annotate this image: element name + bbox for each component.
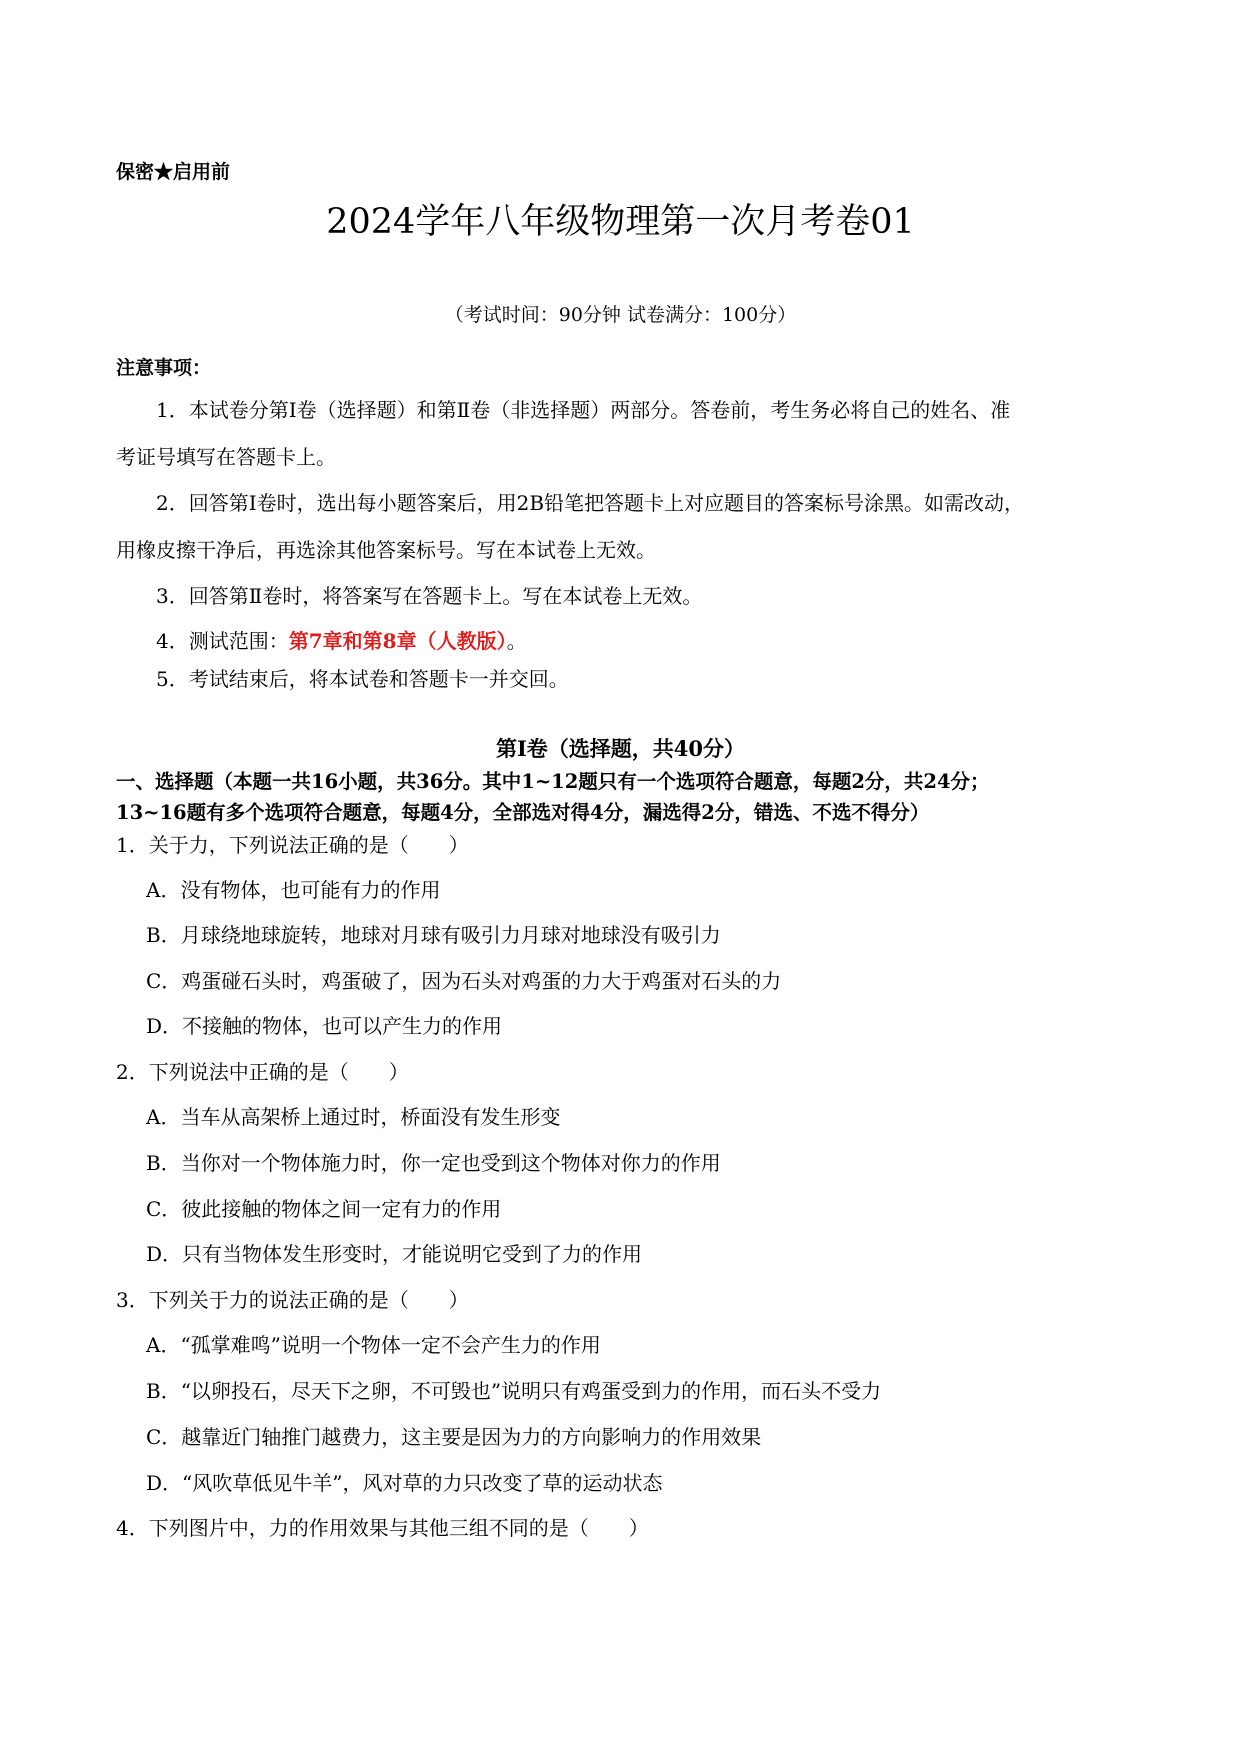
question-1-stem: 1．关于力，下列说法正确的是（ ） xyxy=(116,833,469,857)
question-2-stem: 2．下列说法中正确的是（ ） xyxy=(116,1060,409,1084)
question-3-stem: 3．下列关于力的说法正确的是（ ） xyxy=(116,1288,469,1312)
question-2-option-d: D．只有当物体发生形变时，才能说明它受到了力的作用 xyxy=(146,1242,643,1266)
question-1-option-b: B．月球绕地球旋转，地球对月球有吸引力月球对地球没有吸引力 xyxy=(146,923,721,947)
question-3-option-d: D．“风吹草低见牛羊”，风对草的力只改变了草的运动状态 xyxy=(146,1471,663,1495)
question-2-option-a: A．当车从高架桥上通过时，桥面没有发生形变 xyxy=(146,1105,561,1129)
section-instructions-line-2: 13~16题有多个选项符合题意，每题4分，全部选对得4分，漏选得2分，错选、不选不得分） xyxy=(116,801,930,824)
question-1-option-d: D．不接触的物体，也可以产生力的作用 xyxy=(146,1014,503,1038)
confidential-mark: 保密★启用前 xyxy=(116,161,231,183)
exam-meta: （考试时间：90分钟 试卷满分：100分） xyxy=(444,304,797,326)
notice-item-5: 5．考试结束后，将本试卷和答题卡一并交回。 xyxy=(156,667,569,691)
notice-item-4-prefix: 4．测试范围： xyxy=(156,629,289,653)
notice-item-2-line-1: 2．回答第Ⅰ卷时，选出每小题答案后，用2B铅笔把答题卡上对应题目的答案标号涂黑。如需改动， xyxy=(156,491,1025,515)
question-2-option-c: C．彼此接触的物体之间一定有力的作用 xyxy=(146,1197,502,1221)
section-instructions-line-1: 一、选择题（本题一共16小题，共36分。其中1~12题只有一个选项符合题意，每题2分，共24分； xyxy=(116,770,990,793)
notice-item-1-line-1: 1．本试卷分第Ⅰ卷（选择题）和第Ⅱ卷（非选择题）两部分。答卷前，考生务必将自己的姓名、准 xyxy=(156,398,1011,422)
question-2-option-b: B．当你对一个物体施力时，你一定也受到这个物体对你力的作用 xyxy=(146,1151,721,1175)
test-range: 第7章和第8章（人教版） xyxy=(288,629,507,653)
page-title: 2024学年八年级物理第一次月考卷01 xyxy=(326,202,915,242)
notice-item-3: 3．回答第Ⅱ卷时，将答案写在答题卡上。写在本试卷上无效。 xyxy=(156,584,703,608)
question-1-option-c: C．鸡蛋碰石头时，鸡蛋破了，因为石头对鸡蛋的力大于鸡蛋对石头的力 xyxy=(146,969,782,993)
notice-item-4-suffix: 。 xyxy=(506,629,527,653)
notice-heading: 注意事项： xyxy=(116,357,212,379)
question-3-option-c: C．越靠近门轴推门越费力，这主要是因为力的方向影响力的作用效果 xyxy=(146,1425,762,1449)
question-3-option-a: A．“孤掌难鸣”说明一个物体一定不会产生力的作用 xyxy=(146,1333,601,1357)
notice-item-4 xyxy=(156,625,527,654)
question-3-option-b: B．“以卵投石，尽天下之卵，不可毁也”说明只有鸡蛋受到力的作用，而石头不受力 xyxy=(146,1379,882,1403)
notice-item-1-line-2: 考证号填写在答题卡上。 xyxy=(116,445,336,469)
notice-item-2-line-2: 用橡皮擦干净后，再选涂其他答案标号。写在本试卷上无效。 xyxy=(116,538,656,562)
question-4-stem: 4．下列图片中，力的作用效果与其他三组不同的是（ ） xyxy=(116,1516,649,1540)
question-1-option-a: A．没有物体，也可能有力的作用 xyxy=(146,878,441,902)
section-title: 第Ⅰ卷（选择题，共40分） xyxy=(495,736,746,761)
